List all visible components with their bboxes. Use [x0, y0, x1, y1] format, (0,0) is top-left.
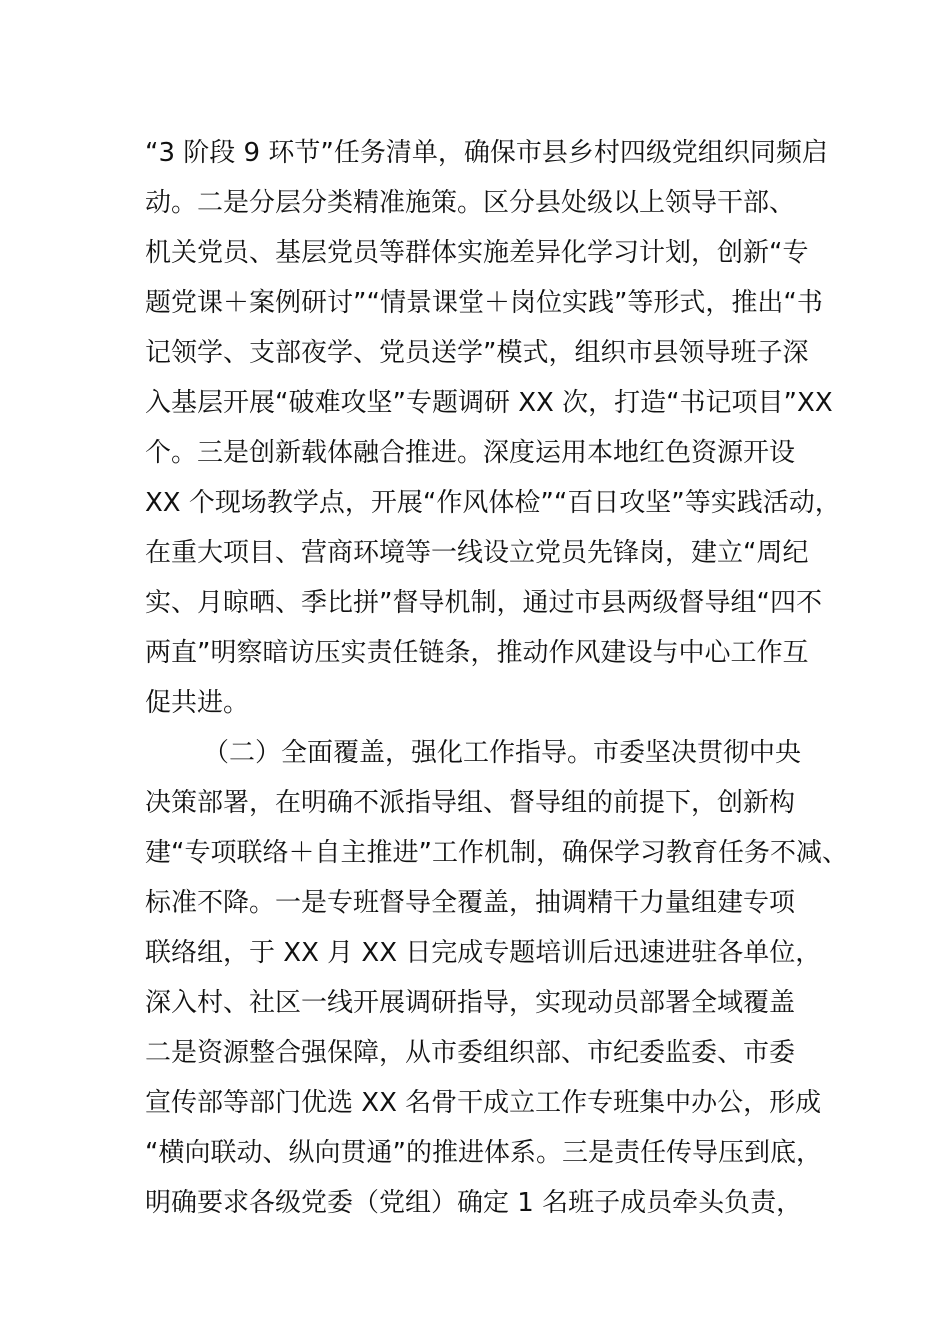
text-line: “3 阶段 9 环节”任务清单，确保市县乡村四级党组织同频启: [145, 138, 828, 168]
text-line: 实、月晾晒、季比拼”督导机制，通过市县两级督导组“四不: [145, 588, 822, 618]
text-line: 题党课＋案例研讨”“情景课堂＋岗位实践”等形式，推出“书: [145, 288, 823, 318]
text-line: 深入村、社区一线开展调研指导，实现动员部署全域覆盖: [145, 988, 796, 1018]
text-line: 个。三是创新载体融合推进。深度运用本地红色资源开设: [145, 438, 796, 468]
text-line: 在重大项目、营商环境等一线设立党员先锋岗，建立“周纪: [145, 538, 809, 568]
text-line: 联络组，于 XX 月 XX 日完成专题培训后迅速进驻各单位，: [145, 938, 822, 968]
text-line: “横向联动、纵向贯通”的推进体系。三是责任传导压到底，: [145, 1138, 822, 1168]
text-line: 标准不降。一是专班督导全覆盖，抽调精干力量组建专项: [145, 888, 796, 918]
text-line: 机关党员、基层党员等群体实施差异化学习计划，创新“专: [145, 238, 809, 268]
text-line: 记领学、支部夜学、党员送学”模式，组织市县领导班子深: [145, 338, 809, 368]
text-line: 入基层开展“破难攻坚”专题调研 XX 次，打造“书记项目”XX: [145, 388, 833, 418]
document-body: [145, 128, 848, 1228]
text-line: 促共进。: [145, 688, 250, 718]
text-line: 建“专项联络＋自主推进”工作机制，确保学习教育任务不减、: [145, 838, 848, 868]
text-line: 决策部署，在明确不派指导组、督导组的前提下，创新构: [145, 788, 796, 818]
text-line: 动。二是分层分类精准施策。区分县处级以上领导干部、: [145, 188, 796, 218]
section-heading-line: （二）全面覆盖，强化工作指导。市委坚决贯彻中央: [203, 738, 802, 768]
text-line: 两直”明察暗访压实责任链条，推动作风建设与中心工作互: [145, 638, 809, 668]
text-line: XX 个现场教学点，开展“作风体检”“百日攻坚”等实践活动，: [145, 488, 841, 518]
text-line: 二是资源整合强保障，从市委组织部、市纪委监委、市委: [145, 1038, 796, 1068]
text-line: 宣传部等部门优选 XX 名骨干成立工作专班集中办公，形成: [145, 1088, 822, 1118]
text-line: 明确要求各级党委（党组）确定 1 名班子成员牵头负责，: [145, 1188, 803, 1218]
